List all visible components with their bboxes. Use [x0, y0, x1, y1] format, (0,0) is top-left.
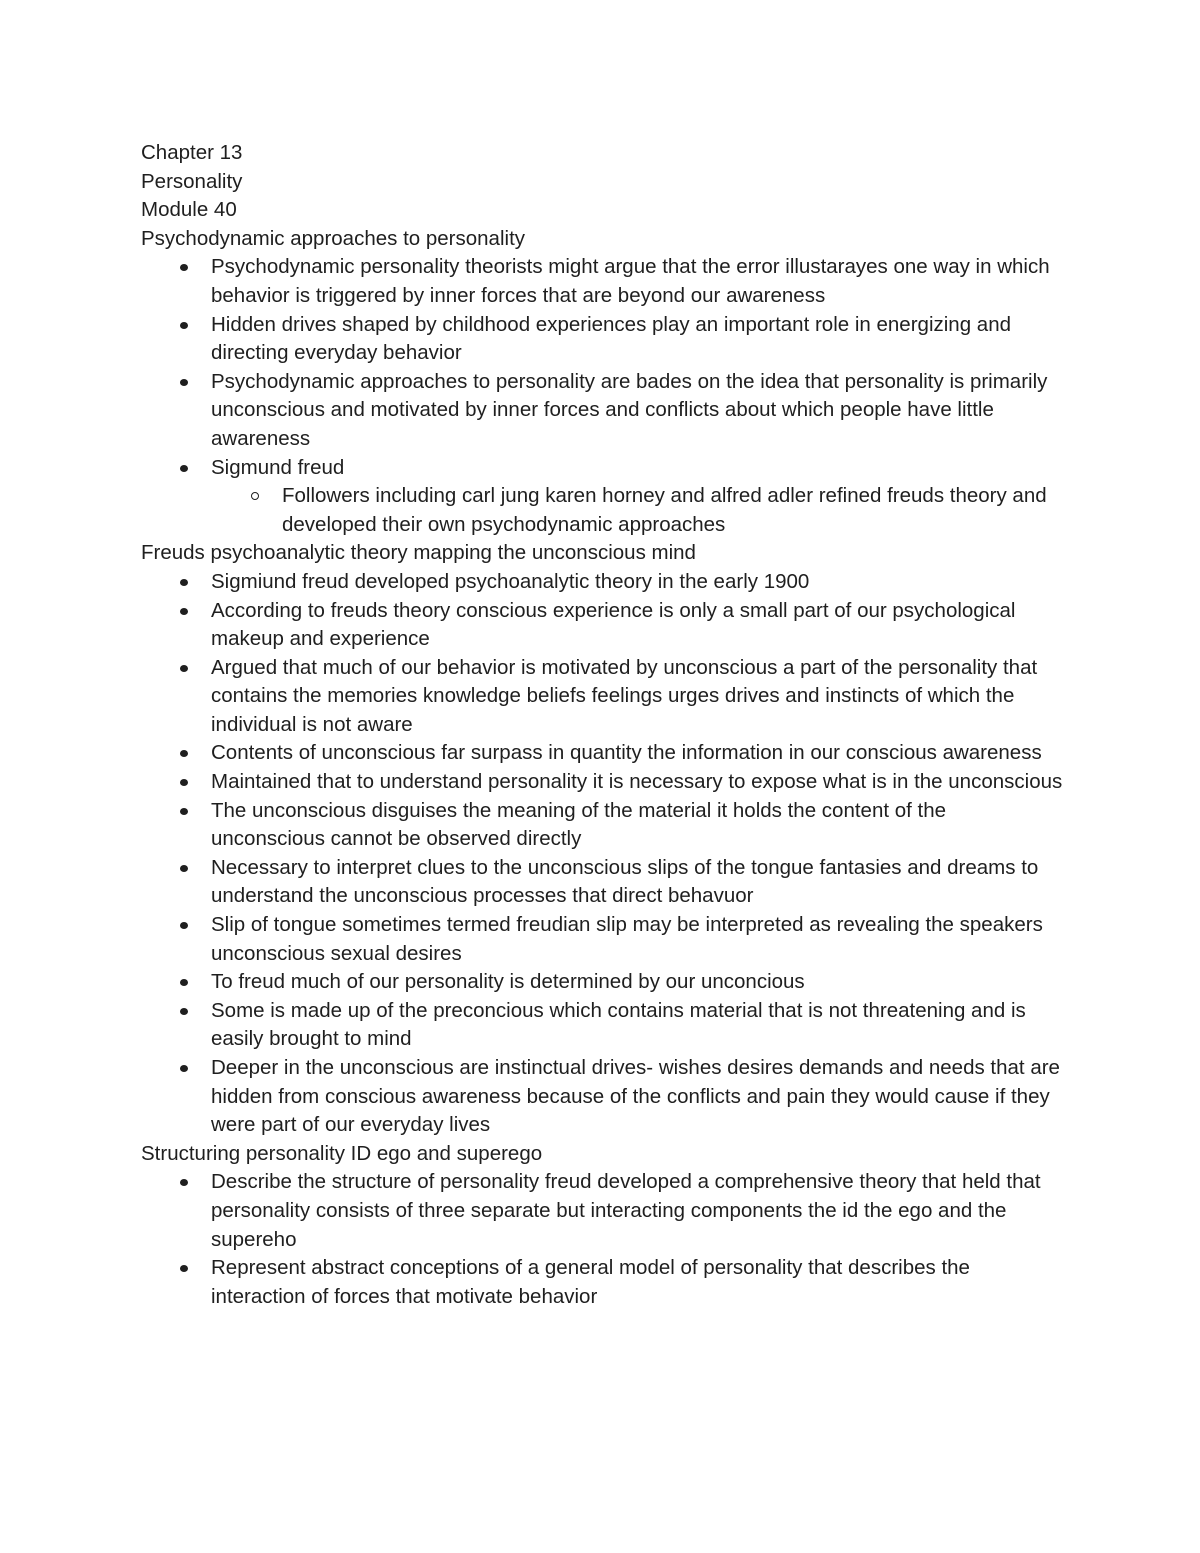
bullet-dot-icon	[180, 779, 188, 786]
bullet-text: Sigmiund freud developed psychoanalytic theory in the early 1900	[211, 569, 810, 593]
bullet-text: Maintained that to understand personality it is necessary to expose what is in the unconscious	[211, 770, 1063, 794]
bullet-dot-icon	[180, 579, 188, 586]
bullet-dot-icon	[180, 979, 188, 986]
bullet-text: Deeper in the unconscious are instinctual drives- wishes desires demands and needs that are hidden from conscious awareness because of the conflicts and pain they would cause if they were part of our everyday lives	[211, 1056, 1060, 1137]
bullet-item	[141, 253, 1063, 310]
bullet-dot-icon	[180, 264, 188, 271]
bullet-dot-icon	[180, 1265, 188, 1272]
section-heading: Psychodynamic approaches to personality	[141, 226, 526, 250]
bullet-list	[141, 253, 1071, 539]
bullet-dot-icon	[180, 808, 188, 815]
sub-bullet-list	[211, 482, 1063, 539]
sub-bullet-text: Followers including carl jung karen horney and alfred adler refined freuds theory and developed their own psychodynamic approaches	[282, 484, 1047, 536]
bullet-text: Represent abstract conceptions of a general model of personality that describes the interaction of forces that motivate behavior	[211, 1256, 970, 1308]
bullet-dot-icon	[180, 750, 188, 757]
bullet-text: Contents of unconscious far surpass in quantity the information in our conscious awareness	[211, 741, 1042, 765]
bullet-text: Psychodynamic approaches to personality are bades on the idea that personality is primarily unconscious and motivated by inner forces and conflicts about which people have little awareness	[211, 369, 1048, 450]
bullet-dot-icon	[180, 665, 188, 672]
bullet-item	[141, 768, 1063, 797]
section-heading: Freuds psychoanalytic theory mapping the unconscious mind	[141, 541, 696, 565]
bullet-dot-icon	[180, 608, 188, 615]
bullet-item	[141, 1054, 1063, 1140]
bullet-item	[141, 568, 1063, 597]
bullet-dot-icon	[180, 865, 188, 872]
header-line: Chapter 13	[141, 141, 243, 164]
document-body	[141, 225, 1071, 1312]
bullet-text: Hidden drives shaped by childhood experiences play an important role in energizing and directing everyday behavior	[211, 312, 1012, 365]
header-line: Personality	[141, 169, 243, 193]
bullet-text: Describe the structure of personality freud developed a comprehensive theory that held that personality consists of three separate but interacting components the id the ego and the supereho	[211, 1170, 1041, 1251]
bullet-text: The unconscious disguises the meaning of the material it holds the content of the unconscious cannot be observed directly	[211, 798, 947, 851]
bullet-item	[141, 854, 1063, 911]
section	[141, 539, 1071, 1139]
bullet-dot-icon	[180, 379, 188, 386]
section	[141, 1140, 1071, 1312]
bullet-item	[141, 997, 1063, 1054]
bullet-item	[141, 454, 1063, 540]
bullet-text: According to freuds theory conscious experience is only a small part of our psychological makeup and experience	[211, 598, 1016, 651]
document-header	[141, 139, 1071, 225]
bullet-dot-icon	[180, 465, 188, 472]
bullet-text: Sigmund freud	[211, 455, 345, 479]
bullet-item	[141, 797, 1063, 854]
bullet-item	[141, 311, 1063, 368]
sub-bullet-item	[211, 482, 1072, 539]
bullet-dot-icon	[180, 1179, 188, 1186]
bullet-dot-icon	[180, 922, 188, 929]
bullet-item	[141, 1168, 1063, 1254]
bullet-item	[141, 911, 1063, 968]
hollow-circle-bullet-icon	[251, 492, 259, 500]
bullet-list	[141, 568, 1071, 1140]
bullet-dot-icon	[180, 322, 188, 329]
bullet-text: Argued that much of our behavior is motivated by unconscious a part of the personality that contains the memories knowledge beliefs feelings urges drives and instincts of which the individual is not aware	[211, 655, 1038, 736]
bullet-dot-icon	[180, 1008, 188, 1015]
header-line: Module 40	[141, 198, 237, 222]
bullet-dot-icon	[180, 1065, 188, 1072]
document-page	[141, 139, 1071, 1311]
bullet-list	[141, 1168, 1071, 1311]
bullet-item	[141, 968, 1063, 997]
bullet-item	[141, 597, 1063, 654]
bullet-text: Psychodynamic personality theorists might argue that the error illustarayes one way in which behavior is triggered by inner forces that are beyond our awareness	[211, 255, 1050, 307]
bullet-text: Necessary to interpret clues to the unconscious slips of the tongue fantasies and dreams to understand the unconscious processes that direct behavuor	[211, 855, 1039, 908]
bullet-text: To freud much of our personality is determined by our unconcious	[211, 970, 805, 994]
bullet-text: Slip of tongue sometimes termed freudian slip may be interpreted as revealing the speakers unconscious sexual desires	[211, 913, 1043, 965]
section	[141, 225, 1071, 540]
bullet-item	[141, 1254, 1063, 1311]
bullet-text: Some is made up of the preconcious which contains material that is not threatening and is easily brought to mind	[211, 998, 1026, 1051]
section-heading: Structuring personality ID ego and superego	[141, 1141, 543, 1165]
bullet-item	[141, 739, 1063, 768]
bullet-item	[141, 654, 1063, 740]
bullet-item	[141, 368, 1063, 454]
